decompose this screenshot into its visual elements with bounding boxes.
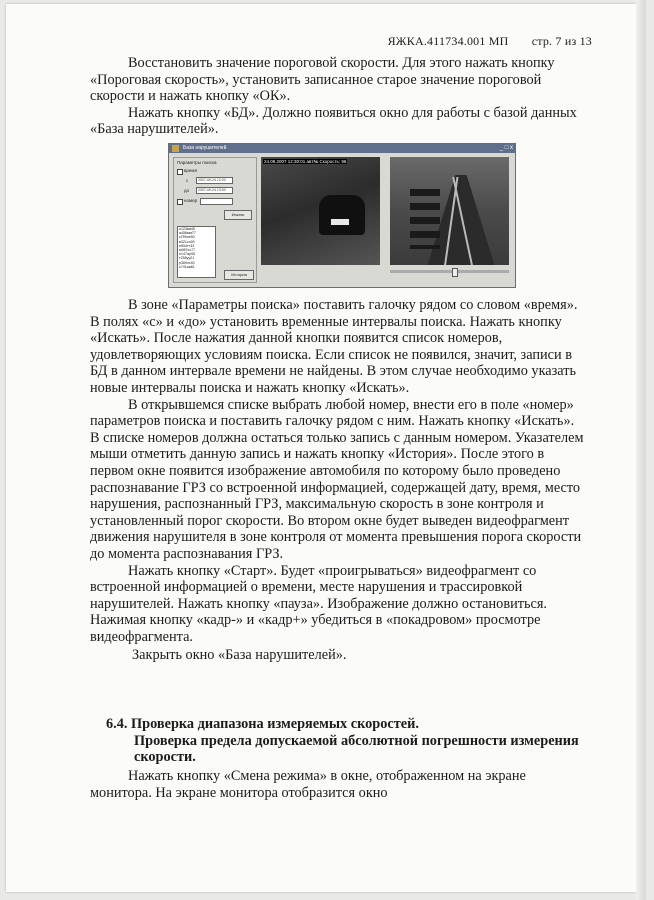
paragraph: Нажать кнопку «БД». Должно появиться окно для работы с базой данных «База нарушителей».	[90, 104, 577, 138]
video-slider	[390, 270, 509, 273]
time-checkbox	[177, 169, 183, 175]
number-checkbox-label: номер	[184, 198, 198, 203]
section-number: 6.4.	[106, 716, 128, 732]
video-frame-2	[390, 157, 509, 265]
paragraph: Закрыть окно «База нарушителей».	[132, 647, 347, 664]
paragraph: Нажать кнопку «Смена режима» в окне, отображенном на экране монитора. На экране монитора отобразится окно	[90, 768, 526, 801]
section-title-line1	[90, 716, 586, 733]
search-button: Искать	[224, 210, 252, 220]
search-params-panel	[173, 157, 257, 283]
page-header	[388, 34, 592, 49]
app-icon	[172, 145, 179, 152]
paragraph: Восстановить значение пороговой скорости. Для этого нажать кнопку «Пороговая скорость», установить записанное старое значение пороговой скорости и нажать кнопку «ОК».	[90, 55, 555, 105]
list-item: а456мм77	[179, 231, 196, 236]
slider-thumb	[452, 268, 458, 277]
text-block-top	[90, 55, 586, 138]
results-list	[177, 226, 216, 278]
window-controls: _ □ x	[499, 145, 513, 151]
page-number: стр. 7 из 13	[531, 34, 592, 48]
search-params-label: Параметры поиска	[177, 160, 217, 165]
text-block-main	[90, 297, 586, 664]
section-title2: Проверка предела допускаемой абсолютной погрешности измерения скорости.	[134, 732, 579, 766]
from-field: 2007-09-24 12:00	[196, 177, 233, 184]
screenshot-title: База нарушителей	[183, 145, 227, 151]
sheet-edge	[636, 0, 646, 900]
traffic-image	[410, 189, 440, 249]
list-item: т258уу21	[179, 256, 195, 261]
paragraph: Нажать кнопку «Старт». Будет «проигрываться» видеофрагмент со встроенной информацией о времени, месте нарушения и трассировкой нарушителей. Нажать кнопку «пауза». Изображение должно остановиться. Нажимая кнопку «кадр-» и «кадр+» убедиться в «покадровом» просмотре видеофрагмента.	[90, 562, 547, 645]
list-item: е654тт33	[179, 243, 195, 248]
list-item: в321сс99	[179, 239, 195, 244]
text-block-last	[90, 768, 586, 801]
doc-code: ЯЖКА.411734.001 МП	[387, 34, 509, 48]
list-item: р369хх40	[179, 260, 195, 265]
list-item: к789ое50	[179, 235, 195, 240]
photo-frame-1	[261, 157, 380, 265]
number-field	[200, 198, 233, 205]
number-checkbox	[177, 199, 183, 205]
list-item: о123ва45	[179, 227, 195, 231]
list-item: с741аа61	[179, 264, 195, 269]
paragraph: В зоне «Параметры поиска» поставить галочку рядом со словом «время». В полях «с» и «до» установить временные интервалы поиска. Нажать кнопку «Искать». После нажатия данной кнопки появится список номеров, удовлетворяющих условиям поиска. Если список не появился, значит, записи в БД в данном интервале времени не найдены. В этом случае необходимо указать новые интервалы поиска и нажать кнопку «Искать».	[90, 297, 578, 396]
to-field: 2007-09-24 13:00	[196, 187, 233, 194]
to-label: до	[184, 188, 190, 193]
time-checkbox-label: время	[184, 168, 197, 173]
section-title1: Проверка диапазона измеряемых скоростей.	[131, 716, 419, 732]
video-stamp: 24.09.2007 12:30:01 авт№ Скорость: 96	[264, 159, 347, 164]
car-image	[319, 195, 365, 235]
section-heading	[90, 716, 586, 766]
from-label: с	[186, 178, 189, 183]
history-button: История	[224, 270, 254, 280]
list-item: м987ко77	[179, 248, 196, 253]
paragraph: В открывшемся списке выбрать любой номер, внести его в поле «номер» параметров поиска и поставить галочку рядом с ним. Нажать кнопку «Искать». В списке номеров должна остаться только запись с данным номером. Указателем мыши отметить данную запись и нажать кнопку «История». После этого в первом окне появится изображение автомобиля по которому было проведено распознавание ГРЗ со встроенной информацией, содержащей дату, время, место нарушения, распознанный ГРЗ, максимальную скорость в зоне контроля и установленный порог скорости. Во втором окне будет выведен видеофрагмент движения нарушителя в зоне контроля от момента превышения порога скорости до момента распознавания ГРЗ.	[90, 396, 584, 562]
embedded-screenshot	[168, 143, 516, 288]
screenshot-titlebar	[169, 144, 515, 153]
list-item: н147ар55	[179, 252, 195, 257]
